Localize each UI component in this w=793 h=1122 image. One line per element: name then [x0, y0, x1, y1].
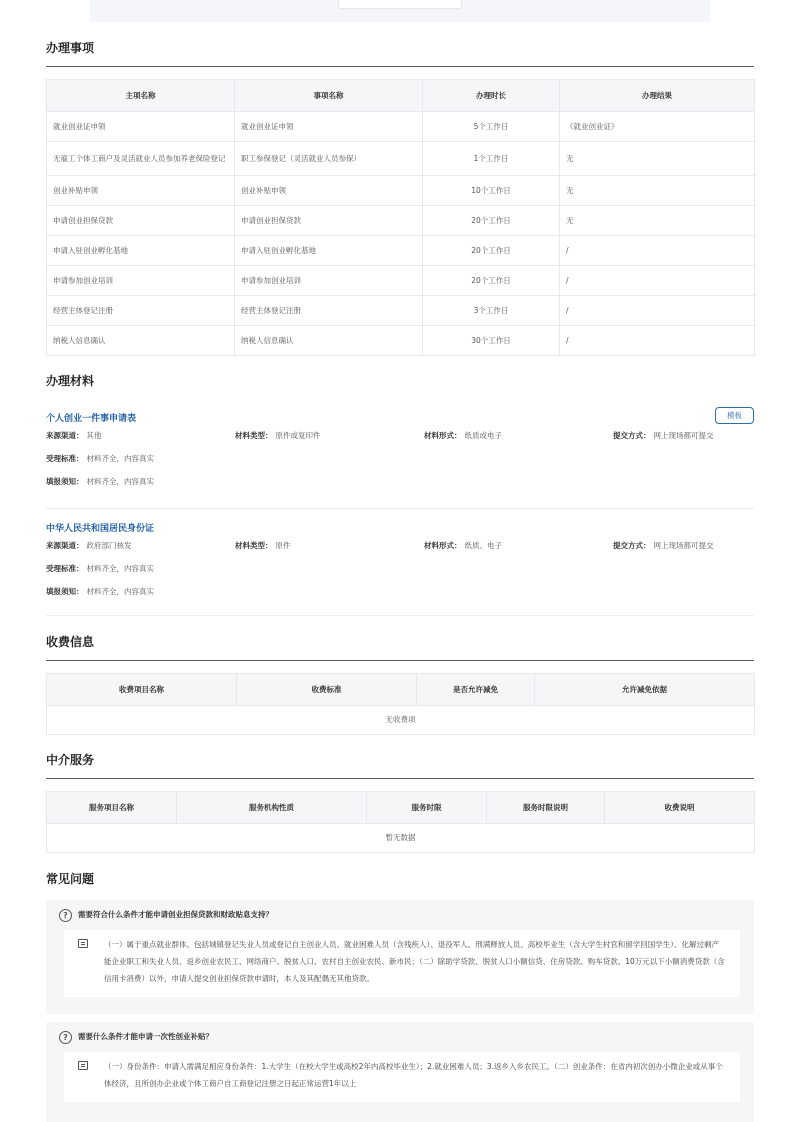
type-label: 材料类型： [235, 541, 273, 550]
faq-question-text: 需要符合什么条件才能申请创业担保贷款和财政贴息支持？ [78, 910, 273, 919]
empty-row [47, 824, 755, 853]
material-row [46, 580, 754, 603]
form-label: 材料形式： [424, 431, 462, 440]
section-divider [46, 66, 754, 67]
table-cell: 20个工作日 [423, 206, 560, 236]
type-value: 原件或复印件 [275, 431, 321, 440]
table-cell: / [560, 236, 755, 266]
material-divider [46, 508, 754, 509]
material-row [46, 447, 754, 470]
material-row [46, 557, 754, 580]
material-item [46, 412, 754, 493]
empty-row [47, 706, 755, 735]
col-header: 收费说明 [605, 792, 755, 824]
table-cell: 创业补贴申领 [47, 176, 235, 206]
table-cell: 30个工作日 [423, 326, 560, 356]
section-divider [46, 660, 754, 661]
table-cell: 1个工作日 [423, 142, 560, 176]
faq-answer [64, 930, 740, 997]
table-cell: 无雇工个体工商户及灵活就业人员参加养老保险登记 [47, 142, 235, 176]
col-header: 收费标准 [237, 674, 417, 706]
submit-label: 提交方式： [613, 541, 651, 550]
empty-text: 暂无数据 [47, 824, 755, 853]
table-row [47, 112, 755, 142]
answer-icon [78, 939, 88, 948]
faq-item [46, 1022, 754, 1122]
material-item [46, 522, 754, 603]
col-header: 事项名称 [235, 80, 423, 112]
table-cell: 申请参加创业培训 [47, 266, 235, 296]
material-row [46, 534, 754, 557]
table-cell: 申请参加创业培训 [235, 266, 423, 296]
form-value: 纸质、电子 [464, 541, 502, 550]
table-header-row [47, 80, 755, 112]
col-header: 服务机构性质 [177, 792, 367, 824]
col-header: 主项名称 [47, 80, 235, 112]
standard-label: 受理标准： [46, 564, 84, 573]
submit-value: 网上现场都可提交 [653, 431, 714, 440]
table-cell: 无 [560, 176, 755, 206]
col-header: 是否允许减免 [417, 674, 535, 706]
fees-table [46, 673, 755, 735]
table-cell: / [560, 326, 755, 356]
intermediary-table [46, 791, 755, 853]
col-header: 办理时长 [423, 80, 560, 112]
notes-value: 材料齐全，内容真实 [86, 477, 154, 486]
table-cell: 无 [560, 142, 755, 176]
question-icon: ? [59, 909, 72, 922]
material-name[interactable]: 个人创业一件事申请表 [46, 414, 137, 424]
table-cell: 申请创业担保贷款 [47, 206, 235, 236]
standard-value: 材料齐全，内容真实 [86, 564, 154, 573]
table-cell: 创业补贴申领 [235, 176, 423, 206]
source-label: 来源渠道： [46, 541, 84, 550]
standard-label: 受理标准： [46, 454, 84, 463]
faq-question[interactable] [59, 908, 273, 922]
table-cell: 20个工作日 [423, 266, 560, 296]
materials-title: 办理材料 [46, 374, 95, 388]
table-cell: 10个工作日 [423, 176, 560, 206]
table-row [47, 236, 755, 266]
form-value: 纸质或电子 [464, 431, 502, 440]
table-cell: 5个工作日 [423, 112, 560, 142]
col-header: 办理结果 [560, 80, 755, 112]
fees-section [46, 632, 754, 661]
intermediary-section [46, 750, 754, 779]
top-tab[interactable] [338, 0, 462, 9]
handling-items-table [46, 79, 755, 356]
top-banner-strip [90, 0, 710, 22]
handling-items-table-wrap [46, 79, 754, 356]
answer-icon [78, 1061, 88, 1070]
fees-title: 收费信息 [46, 635, 95, 649]
table-cell: 纳税人信息确认 [47, 326, 235, 356]
table-cell: 申请入驻创业孵化基地 [47, 236, 235, 266]
faq-item [46, 900, 754, 1014]
table-cell: 3个工作日 [423, 296, 560, 326]
submit-label: 提交方式： [613, 431, 651, 440]
table-row [47, 296, 755, 326]
table-cell: / [560, 266, 755, 296]
faq-section [46, 869, 754, 889]
intermediary-table-wrap [46, 791, 754, 853]
table-cell: 申请创业担保贷款 [235, 206, 423, 236]
table-header-row [47, 792, 755, 824]
table-cell: 20个工作日 [423, 236, 560, 266]
material-row [46, 424, 754, 447]
table-row [47, 142, 755, 176]
col-header: 服务时限说明 [487, 792, 605, 824]
material-row [46, 470, 754, 493]
faq-question[interactable] [59, 1030, 213, 1044]
materials-section [46, 371, 754, 391]
col-header: 服务时限 [367, 792, 487, 824]
table-cell: 《就业创业证》 [560, 112, 755, 142]
faq-answer-text: （一）属于重点就业群体。包括城镇登记失业人员或登记自主创业人员、就业困难人员（含残疾人）、退役军人、刑满释放人员、高校毕业生（含大学生村官和留学回国学生）、化解过剩产能企业职工和失业人员、返乡创业农民工、网络商户、脱贫人口、农村自主创业农民、新市民；（二）除助学贷款、脱贫人口小额信贷、住房贷款、购车贷款、10万元以下小额消费贷款（含信用卡消费）以外，申请人提交创业担保贷款申请时，本人及其配偶无其他贷款。 [104, 940, 725, 983]
section-divider [46, 778, 754, 779]
col-header: 收费项目名称 [47, 674, 237, 706]
faq-answer-text: （一）身份条件：申请人需满足相应身份条件：1.大学生（在校大学生或高校2年内高校毕业生）；2.就业困难人员；3.返乡入乡农民工。（二）创业条件：在省内初次创办小微企业或从事个体经济，且所创办企业或个体工商户自工商登记注册之日起正常运营1年以上 [104, 1062, 723, 1088]
type-label: 材料类型： [235, 431, 273, 440]
submit-value: 网上现场都可提交 [653, 541, 714, 550]
question-icon: ? [59, 1031, 72, 1044]
notes-label: 填报须知： [46, 587, 84, 596]
table-cell: 就业创业证申领 [47, 112, 235, 142]
table-row [47, 176, 755, 206]
empty-text: 无收费项 [47, 706, 755, 735]
handling-items-title: 办理事项 [46, 41, 95, 55]
table-cell: 经营主体登记注册 [47, 296, 235, 326]
table-row [47, 266, 755, 296]
standard-value: 材料齐全，内容真实 [86, 454, 154, 463]
table-cell: 就业创业证申领 [235, 112, 423, 142]
col-header: 允许减免依据 [535, 674, 755, 706]
source-value: 其他 [86, 431, 102, 440]
faq-question-text: 需要什么条件才能申请一次性创业补贴？ [78, 1032, 213, 1041]
table-row [47, 206, 755, 236]
handling-items-section [46, 38, 754, 67]
intermediary-title: 中介服务 [46, 753, 95, 767]
table-header-row [47, 674, 755, 706]
table-cell: 申请入驻创业孵化基地 [235, 236, 423, 266]
faq-answer [64, 1052, 740, 1102]
notes-label: 填报须知： [46, 477, 84, 486]
faq-title: 常见问题 [46, 872, 95, 886]
table-cell: 纳税人信息确认 [235, 326, 423, 356]
table-cell: 职工参保登记（灵活就业人员参保） [235, 142, 423, 176]
template-button[interactable]: 模板 [715, 407, 754, 424]
material-name[interactable]: 中华人民共和国居民身份证 [46, 524, 155, 534]
table-cell: 无 [560, 206, 755, 236]
fees-table-wrap [46, 673, 754, 735]
table-cell: / [560, 296, 755, 326]
table-cell: 经营主体登记注册 [235, 296, 423, 326]
source-label: 来源渠道： [46, 431, 84, 440]
notes-value: 材料齐全，内容真实 [86, 587, 154, 596]
form-label: 材料形式： [424, 541, 462, 550]
type-value: 原件 [275, 541, 291, 550]
source-value: 政府部门核发 [86, 541, 132, 550]
col-header: 服务项目名称 [47, 792, 177, 824]
material-divider [46, 615, 754, 616]
table-row [47, 326, 755, 356]
